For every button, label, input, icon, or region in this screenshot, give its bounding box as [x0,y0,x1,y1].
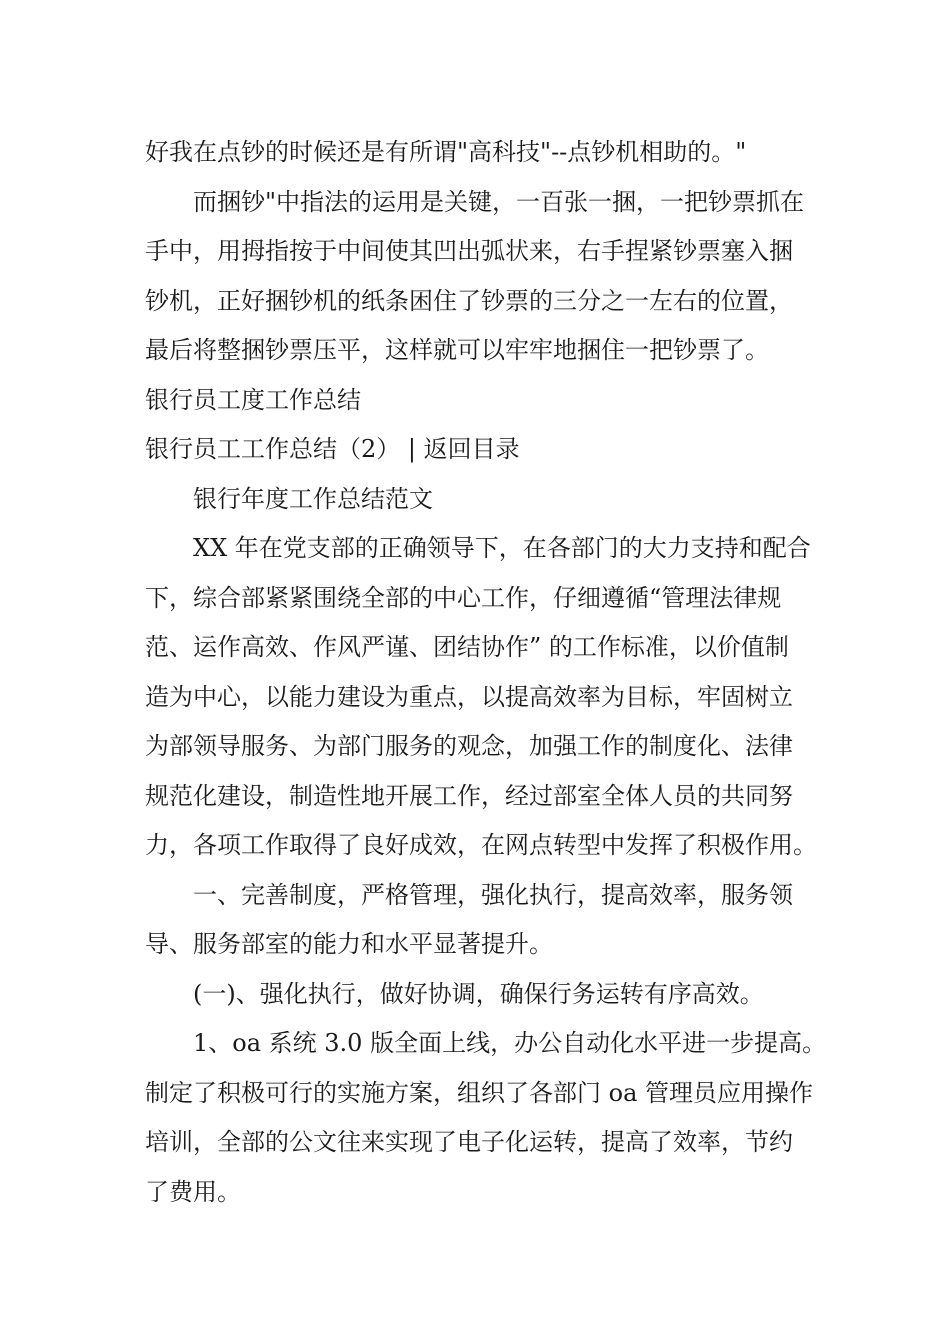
section-subtitle-link[interactable]: 银行员工工作总结（2） | 返回目录 [145,435,520,463]
paragraph-line: 了费用。 [145,1177,241,1206]
paragraph-line: 规范化建设，制造性地开展工作，经过部室全体人员的共同努 [145,781,793,810]
paragraph-line: 力，各项工作取得了良好成效，在网点转型中发挥了积极作用。 [145,831,817,859]
paragraph-line: 范、运作高效、作风严谨、团结协作” 的工作标准，以价值制 [145,633,789,661]
paragraph-line: 手中，用拇指按于中间使其凹出弧状来，右手捏紧钞票塞入捆 [145,237,793,265]
document-page [145,128,827,1217]
paragraph-line: 导、服务部室的能力和水平显著提升。 [145,930,553,958]
paragraph-line: 1、oa 系统 3.0 版全面上线，办公自动化水平进一步提高。 [193,1029,827,1057]
paragraph-line: 造为中心，以能力建设为重点，以提高效率为目标，牢固树立 [145,682,793,711]
paragraph-line: XX 年在党支部的正确领导下，在各部门的大力支持和配合 [193,534,811,562]
document-title: 银行年度工作总结范文 [193,484,433,513]
paragraph-line: 为部领导服务、为部门服务的观念，加强工作的制度化、法律 [145,732,793,760]
paragraph-line: (一)、强化执行，做好协调，确保行务运转有序高效。 [193,979,764,1008]
paragraph-line: 好我在点钞的时候还是有所谓"高科技"--点钞机相助的。" [145,138,747,166]
paragraph-line: 而捆钞"中指法的运用是关键，一百张一捆，一把钞票抓在 [193,187,805,216]
section-title: 银行员工度工作总结 [145,385,361,414]
paragraph-line: 培训，全部的公文往来实现了电子化运转，提高了效率，节约 [145,1128,793,1156]
paragraph-line: 下，综合部紧紧围绕全部的中心工作，仔细遵循“管理法律规 [145,583,782,612]
paragraph-line: 制定了积极可行的实施方案，组织了各部门 oa 管理员应用操作 [145,1078,814,1107]
paragraph-line: 一、完善制度，严格管理，强化执行，提高效率，服务领 [193,880,793,909]
paragraph-line: 钞机，正好捆钞机的纸条困住了钞票的三分之一左右的位置， [145,286,793,315]
paragraph-line: 最后将整捆钞票压平，这样就可以牢牢地捆住一把钞票了。 [145,336,769,364]
